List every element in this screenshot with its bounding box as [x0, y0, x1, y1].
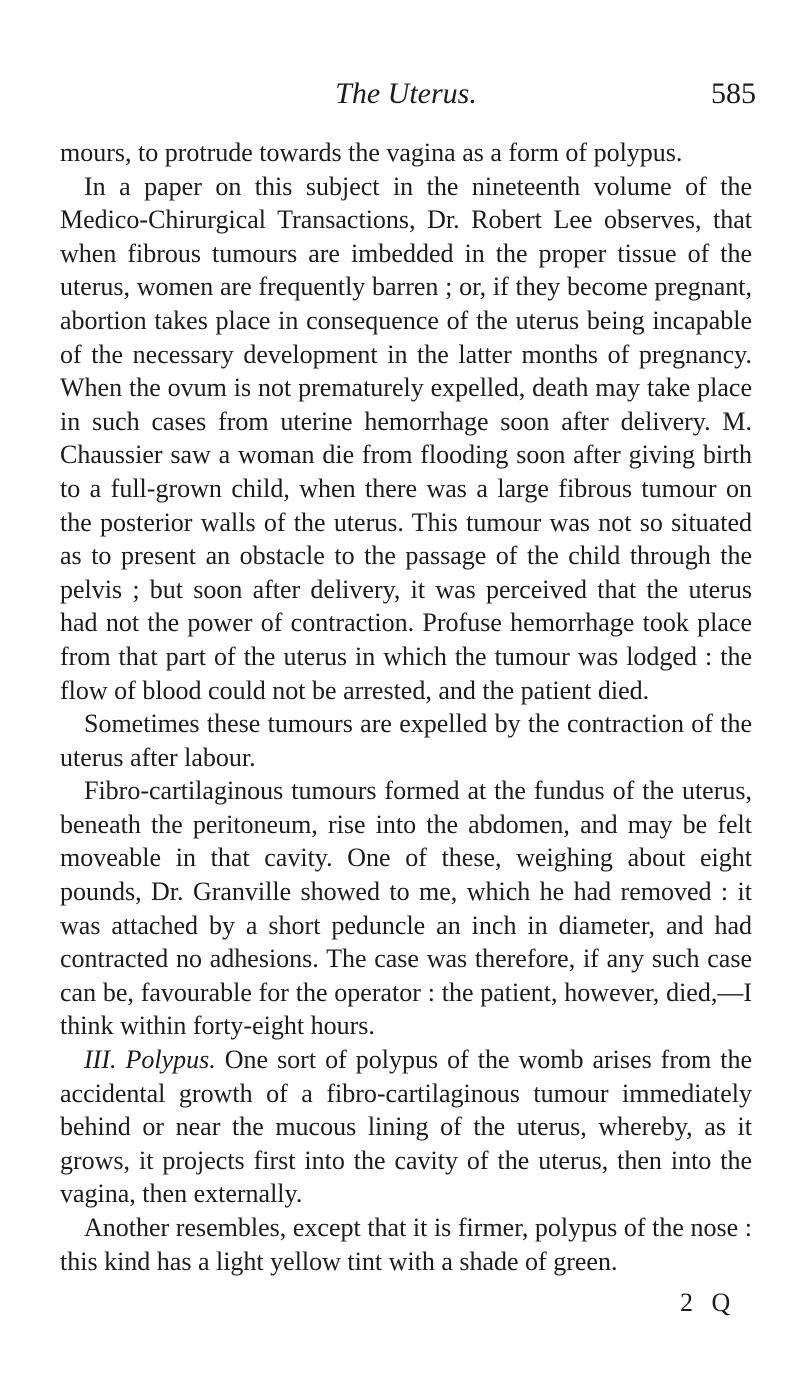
paragraph-lee-observations: In a paper on this subject in the nineteenth volume of the Medico-Chirurgical Transactions, Dr. Robert Lee observes, that when fibrous tumours are imbedded in the proper tissue of the uterus, women are frequently barren ; or, if they become pregnant, abortion takes place in consequence of the uterus being incapable of the necessary development in the latter months of pregnancy. When the ovum is not prematurely expelled, death may take place in such cases from uterine hemorrhage soon after delivery. M. Chaussier saw a woman die from flooding soon after giving birth to a full-grown child, when there was a large fibrous tumour on the posterior walls of the uterus. This tumour was not so situated as to present an obstacle to the passage of the child through the pelvis ; but soon after delivery, it was perceived that the uterus had not the power of contraction. Profuse hemorrhage took place from that part of the uterus in which the tumour was lodged : the flow of blood could not be arrested, and the patient died. — [60, 171, 752, 705]
running-title: The Uterus. — [335, 77, 477, 110]
paragraph-continuation: mours, to protrude towards the vagina as a form of polypus. — [60, 138, 683, 167]
paragraph-nasal-polypus: Another resembles, except that it is firmer, polypus of the nose : this kind has a light yellow tint with a shade of green. — [60, 1213, 752, 1276]
paragraph-expulsion: Sometimes these tumours are expelled by the contraction of the uterus after labour. — [60, 709, 752, 772]
paragraph-fibro-cartilaginous: Fibro-cartilaginous tumours formed at the fundus of the uterus, beneath the peritoneum, rise into the abdomen, and may be felt moveable in that cavity. One of these, weighing about eight pounds, Dr. Granville showed to me, which he had removed : it was attached by a short peduncle an inch in diameter, and had contracted no adhesions. The case was therefore, if any such case can be, favourable for the operator : the patient, however, died,—I think within forty-eight hours. — [60, 776, 752, 1041]
paragraph-polypus — [60, 1043, 752, 1211]
section-heading-polypus: III. Polypus. — [84, 1045, 216, 1075]
page-header — [56, 74, 756, 114]
body-text — [60, 136, 752, 1278]
polypus-text: One sort of polypus of the womb arises from the accidental growth of a fibro-cartilaginous tumour immediately behind or near the mucous lining of the uterus, whereby, as it grows, it projects first into the cavity of the uterus, then into the vagina, then externally. — [60, 1045, 752, 1209]
signature-mark: 2 Q — [680, 1288, 737, 1317]
page-number: 585 — [711, 77, 756, 110]
